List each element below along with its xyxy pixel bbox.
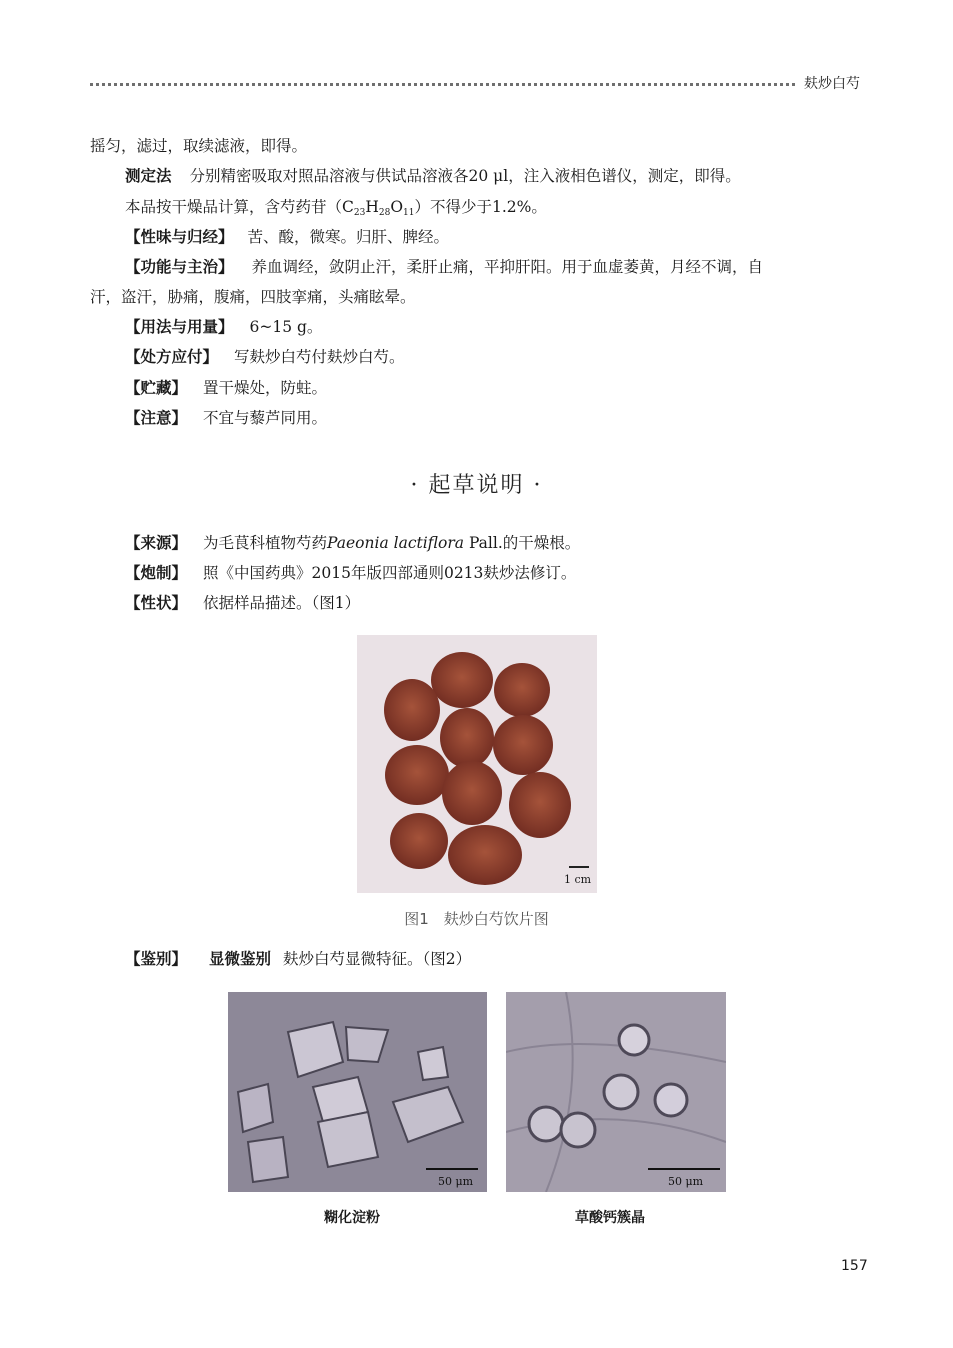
starch-micrograph-illustration <box>228 992 487 1192</box>
nature-meridian-text: 苦、酸，微寒。归肝、脾经。 <box>247 228 450 246</box>
figure-2-left-micrograph <box>228 992 487 1192</box>
crystal-cluster <box>655 1084 687 1116</box>
source-text-end: Pall.的干燥根。 <box>464 534 581 552</box>
label-processing: 【炮制】 <box>125 564 188 582</box>
functions-text: 养血调经，敛阴止汗，柔肝止痛，平抑肝阳。用于血虚萎黄，月经不调，自 <box>251 258 764 276</box>
note-line-processing <box>125 563 576 583</box>
characters-text: 依据样品描述。（图1） <box>203 594 361 612</box>
label-caution: 【注意】 <box>125 409 188 427</box>
herb-slice <box>385 745 449 805</box>
scale-label: 50 μm <box>438 1175 474 1188</box>
herb-slice <box>494 663 550 717</box>
herb-slice <box>493 715 553 775</box>
source-text: 为毛茛科植物芍药 <box>203 534 328 552</box>
text-line-3 <box>125 197 547 223</box>
text-line-5 <box>125 257 763 277</box>
section-title: · 起草说明 · <box>410 473 543 498</box>
formula-subscript: 28 <box>378 208 391 218</box>
note-line-identification <box>125 949 471 969</box>
figure-2-right-micrograph <box>506 992 726 1192</box>
formula-element: H <box>365 198 379 216</box>
scale-label: 1 cm <box>564 873 592 886</box>
herb-slice <box>390 813 448 869</box>
text-line-10 <box>125 408 327 428</box>
header-dotted-rule <box>90 83 795 86</box>
processing-text: 照《中国药典》2015年版四部通则0213麸炒法修订。 <box>203 564 577 582</box>
formula-element: O <box>390 198 404 216</box>
formula-subscript: 11 <box>403 208 415 218</box>
label-storage: 【贮藏】 <box>125 379 188 397</box>
running-header: 麸炒白芍 <box>804 76 860 92</box>
figure-2-right-caption: 草酸钙簇晶 <box>575 1210 645 1226</box>
figure-1-photo <box>357 635 597 893</box>
label-microscopic: 显微鉴别 <box>209 950 272 968</box>
latin-name: Paeonia lactiflora <box>327 534 465 552</box>
caution-text: 不宜与藜芦同用。 <box>203 409 328 427</box>
prescription-text: 写麸炒白芍付麸炒白芍。 <box>234 348 405 366</box>
crystal-cluster <box>604 1075 638 1109</box>
starch-grain <box>318 1112 378 1167</box>
figure-2-left-caption: 糊化淀粉 <box>324 1210 380 1226</box>
crystal-cluster <box>619 1025 649 1055</box>
identification-text: 麸炒白芍显微特征。（图2） <box>283 950 472 968</box>
starch-grain <box>248 1137 288 1182</box>
crystal-cluster <box>561 1113 595 1147</box>
content-text: 本品按干燥品计算，含芍药苷（C <box>125 198 354 216</box>
label-source: 【来源】 <box>125 534 188 552</box>
crystal-micrograph-illustration <box>506 992 726 1192</box>
text-line-8 <box>125 347 405 367</box>
figure-1-caption: 图1 麸炒白芍饮片图 <box>404 910 549 928</box>
text-line-2 <box>125 166 741 186</box>
label-functions: 【功能与主治】 <box>125 258 234 276</box>
storage-text: 置干燥处，防蛀。 <box>203 379 328 397</box>
note-line-characters <box>125 593 360 613</box>
herb-slice <box>442 761 502 825</box>
text-line-7 <box>125 317 322 337</box>
herb-slice <box>440 708 494 768</box>
label-identification: 【鉴别】 <box>125 950 188 968</box>
assay-method-text: 分别精密吸取对照品溶液与供试品溶液各20 μl，注入液相色谱仪，测定，即得。 <box>189 167 741 185</box>
text-line-9 <box>125 378 327 398</box>
starch-grain <box>418 1047 448 1080</box>
herb-slice <box>384 679 440 741</box>
herb-slice <box>431 652 493 708</box>
scale-label: 50 μm <box>668 1175 704 1188</box>
label-assay-method: 测定法 <box>125 167 172 185</box>
text-line-1: 摇匀，滤过，取续滤液，即得。 <box>90 137 308 155</box>
crystal-cluster <box>529 1107 563 1141</box>
page-number: 157 <box>841 1258 868 1274</box>
label-usage-dosage: 【用法与用量】 <box>125 318 234 336</box>
herb-slice <box>448 825 522 885</box>
herb-slice <box>509 772 571 838</box>
label-characters: 【性状】 <box>125 594 188 612</box>
content-text: ）不得少于1.2%。 <box>414 198 547 216</box>
label-prescription: 【处方应付】 <box>125 348 219 366</box>
text-line-6: 汗，盗汗，胁痛，腹痛，四肢挛痛，头痛眩晕。 <box>90 288 416 306</box>
label-nature-meridian: 【性味与归经】 <box>125 228 234 246</box>
text-line-4 <box>125 227 449 247</box>
note-line-source <box>125 533 580 553</box>
formula-subscript: 23 <box>353 208 366 218</box>
starch-grain <box>238 1084 273 1132</box>
usage-dosage-text: 6~15 g。 <box>249 318 323 336</box>
herb-slices-illustration <box>357 635 597 893</box>
